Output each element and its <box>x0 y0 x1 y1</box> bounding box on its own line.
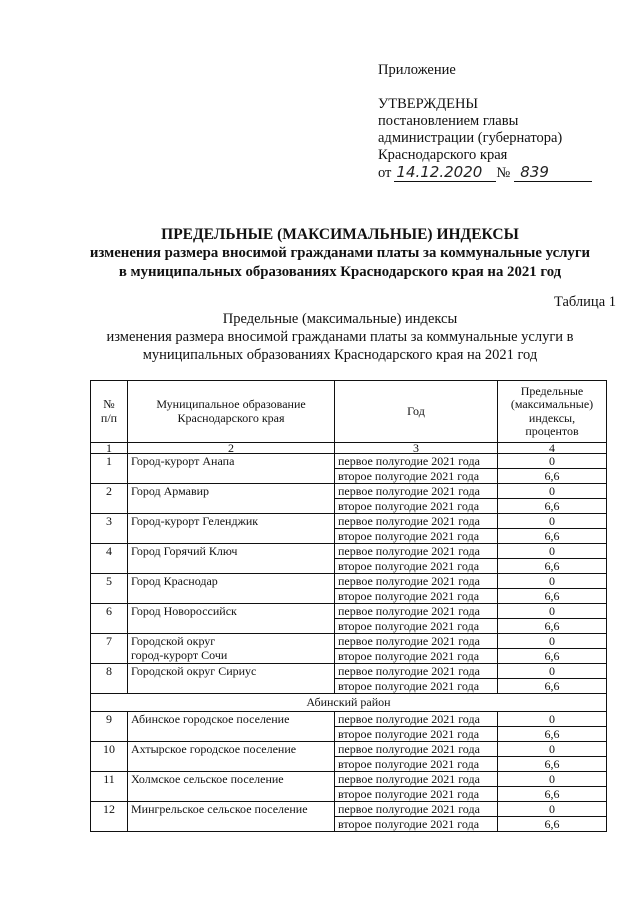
col-number-2: 2 <box>128 443 335 454</box>
period-first: первое полугодие 2021 года <box>335 664 498 679</box>
index-value-second: 6,6 <box>498 757 607 772</box>
period-second: второе полугодие 2021 года <box>335 679 498 694</box>
municipality-name: Город Армавир <box>128 484 335 514</box>
table-caption <box>60 310 620 364</box>
table-row <box>91 484 607 499</box>
approval-line-1: постановлением главы <box>378 113 519 129</box>
region-name: Абинский район <box>91 694 607 712</box>
approved-label: УТВЕРЖДЕНЫ <box>378 96 479 112</box>
table-row <box>91 544 607 559</box>
index-value-second: 6,6 <box>498 589 607 604</box>
column-number-row <box>91 443 607 454</box>
approval-line-3: Краснодарского края <box>378 147 508 163</box>
index-value-second: 6,6 <box>498 559 607 574</box>
header-year: Год <box>335 381 498 443</box>
period-first: первое полугодие 2021 года <box>335 772 498 787</box>
handwritten-number: 839 <box>514 164 592 182</box>
period-first: первое полугодие 2021 года <box>335 514 498 529</box>
row-number: 6 <box>91 604 128 634</box>
index-value-first: 0 <box>498 742 607 757</box>
col-number-1: 1 <box>91 443 128 454</box>
table-row <box>91 514 607 529</box>
col-number-3: 3 <box>335 443 498 454</box>
header-index: Предельные (максимальные) индексы, процентов <box>498 381 607 443</box>
appendix-label: Приложение <box>378 62 456 78</box>
row-number: 7 <box>91 634 128 664</box>
index-value-first: 0 <box>498 772 607 787</box>
col-number-4: 4 <box>498 443 607 454</box>
municipality-name: Город Краснодар <box>128 574 335 604</box>
index-value-first: 0 <box>498 574 607 589</box>
index-value-first: 0 <box>498 514 607 529</box>
table-row <box>91 712 607 727</box>
indices-table <box>90 380 607 832</box>
index-value-second: 6,6 <box>498 679 607 694</box>
index-value-first: 0 <box>498 664 607 679</box>
index-value-second: 6,6 <box>498 499 607 514</box>
row-number: 2 <box>91 484 128 514</box>
period-first: первое полугодие 2021 года <box>335 454 498 469</box>
caption-line-3: муниципальных образованиях Краснодарского края на 2021 год <box>142 347 538 363</box>
index-value-first: 0 <box>498 544 607 559</box>
index-value-second: 6,6 <box>498 469 607 484</box>
table-region-section <box>91 694 607 712</box>
caption-line-2: изменения размера вносимой гражданами платы за коммунальные услуги в <box>106 329 574 345</box>
row-number: 12 <box>91 802 128 832</box>
table-body-settlements <box>91 712 607 832</box>
period-second: второе полугодие 2021 года <box>335 619 498 634</box>
period-second: второе полугодие 2021 года <box>335 727 498 742</box>
period-first: первое полугодие 2021 года <box>335 712 498 727</box>
row-number: 10 <box>91 742 128 772</box>
row-number: 11 <box>91 772 128 802</box>
municipality-name: Город Горячий Ключ <box>128 544 335 574</box>
row-number: 1 <box>91 454 128 484</box>
municipality-name: Мингрельское сельское поселение <box>128 802 335 832</box>
table-row <box>91 772 607 787</box>
region-row <box>91 694 607 712</box>
index-value-second: 6,6 <box>498 817 607 832</box>
index-value-second: 6,6 <box>498 649 607 664</box>
municipality-name: Ахтырское городское поселение <box>128 742 335 772</box>
index-value-first: 0 <box>498 634 607 649</box>
index-value-first: 0 <box>498 484 607 499</box>
index-value-second: 6,6 <box>498 787 607 802</box>
row-number: 8 <box>91 664 128 694</box>
table-row <box>91 574 607 589</box>
index-value-second: 6,6 <box>498 727 607 742</box>
municipality-name: Абинское городское поселение <box>128 712 335 742</box>
period-first: первое полугодие 2021 года <box>335 604 498 619</box>
header-num: № п/п <box>91 381 128 443</box>
municipality-name: Холмское сельское поселение <box>128 772 335 802</box>
table-header-row <box>91 381 607 443</box>
period-first: первое полугодие 2021 года <box>335 484 498 499</box>
number-sign: № <box>496 165 511 181</box>
period-first: первое полугодие 2021 года <box>335 802 498 817</box>
period-first: первое полугодие 2021 года <box>335 634 498 649</box>
row-number: 9 <box>91 712 128 742</box>
table-row <box>91 664 607 679</box>
municipality-name: Город-курорт Анапа <box>128 454 335 484</box>
title-line-1: ПРЕДЕЛЬНЫЕ (МАКСИМАЛЬНЫЕ) ИНДЕКСЫ <box>161 226 519 243</box>
title-line-3: в муниципальных образованиях Краснодарского края на 2021 год <box>118 264 562 280</box>
period-second: второе полугодие 2021 года <box>335 469 498 484</box>
from-prefix: от <box>378 165 392 181</box>
period-first: первое полугодие 2021 года <box>335 742 498 757</box>
row-number: 3 <box>91 514 128 544</box>
index-value-first: 0 <box>498 802 607 817</box>
period-second: второе полугодие 2021 года <box>335 817 498 832</box>
period-second: второе полугодие 2021 года <box>335 589 498 604</box>
index-value-second: 6,6 <box>498 529 607 544</box>
title-line-2: изменения размера вносимой гражданами платы за коммунальные услуги <box>89 245 591 261</box>
municipality-name: Город Новороссийск <box>128 604 335 634</box>
period-second: второе полугодие 2021 года <box>335 559 498 574</box>
index-value-first: 0 <box>498 604 607 619</box>
document-title <box>60 225 620 282</box>
period-second: второе полугодие 2021 года <box>335 787 498 802</box>
table-row <box>91 802 607 817</box>
resolution-date-number <box>378 164 592 182</box>
caption-line-1: Предельные (максимальные) индексы <box>222 311 458 327</box>
table-body-cities <box>91 454 607 694</box>
table-row <box>91 454 607 469</box>
period-first: первое полугодие 2021 года <box>335 574 498 589</box>
period-second: второе полугодие 2021 года <box>335 499 498 514</box>
header-municipality: Муниципальное образование Краснодарского края <box>128 381 335 443</box>
municipality-name: Город-курорт Геленджик <box>128 514 335 544</box>
row-number: 5 <box>91 574 128 604</box>
period-second: второе полугодие 2021 года <box>335 649 498 664</box>
index-value-second: 6,6 <box>498 619 607 634</box>
table-row <box>91 742 607 757</box>
handwritten-date: 14.12.2020 <box>394 164 496 182</box>
approval-line-2: администрации (губернатора) <box>378 130 563 146</box>
index-value-first: 0 <box>498 454 607 469</box>
table-row <box>91 604 607 619</box>
period-first: первое полугодие 2021 года <box>335 544 498 559</box>
period-second: второе полугодие 2021 года <box>335 757 498 772</box>
table-row <box>91 634 607 649</box>
row-number: 4 <box>91 544 128 574</box>
municipality-name: Городской округ Сириус <box>128 664 335 694</box>
period-second: второе полугодие 2021 года <box>335 529 498 544</box>
table-label: Таблица 1 <box>553 294 616 310</box>
municipality-name: Городской округ город-курорт Сочи <box>128 634 335 664</box>
approval-block <box>378 62 592 182</box>
index-value-first: 0 <box>498 712 607 727</box>
